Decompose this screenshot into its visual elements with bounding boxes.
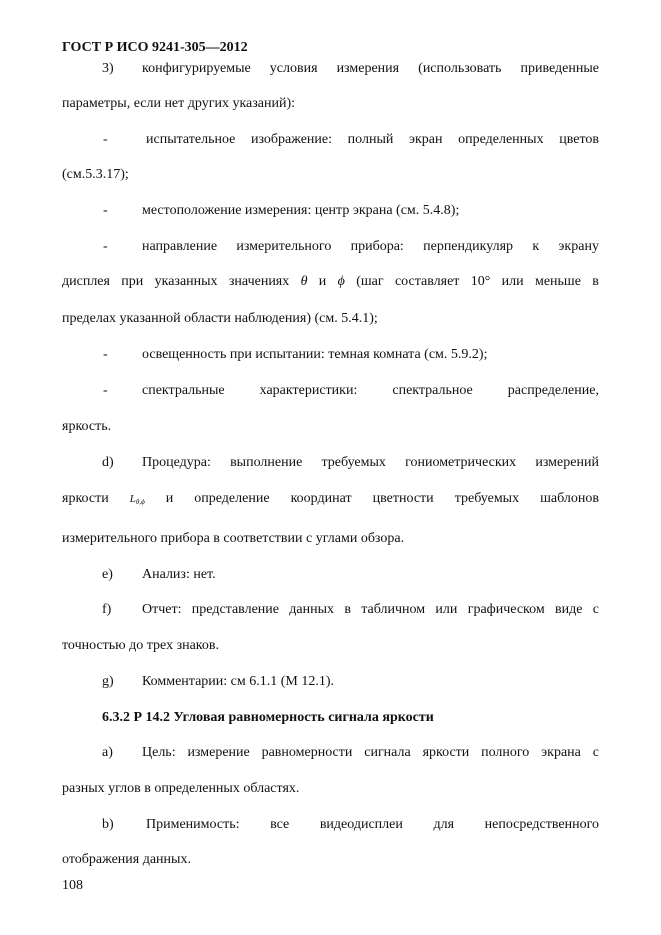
justified-line bbox=[146, 131, 599, 149]
justified-line bbox=[142, 454, 599, 472]
item-marker: b) bbox=[102, 817, 114, 832]
word: Процедура: bbox=[142, 455, 211, 470]
item-marker: a) bbox=[102, 745, 113, 760]
word: измерительного bbox=[236, 239, 332, 254]
word: измерение bbox=[187, 745, 250, 760]
word: Применимость: bbox=[146, 817, 240, 832]
bullet-marker: - bbox=[103, 239, 108, 254]
word: Отчет: bbox=[142, 602, 182, 617]
word: видеодисплеи bbox=[319, 817, 403, 832]
word: требуемых bbox=[454, 491, 520, 506]
item-marker: f) bbox=[102, 602, 112, 617]
word: все bbox=[270, 817, 290, 832]
word: в bbox=[344, 602, 351, 617]
word: при bbox=[121, 274, 144, 289]
word: полного bbox=[481, 745, 530, 760]
word: указанных bbox=[154, 274, 218, 289]
word: экран bbox=[408, 132, 443, 147]
word: непосредственного bbox=[484, 817, 599, 832]
word: в bbox=[592, 274, 599, 289]
word: шаблонов bbox=[540, 491, 599, 506]
theta-symbol: θ bbox=[300, 274, 308, 289]
word: условия bbox=[269, 61, 318, 76]
section-heading: 6.3.2 Р 14.2 Угловая равномерность сигнала яркости bbox=[102, 710, 434, 725]
word: полный bbox=[347, 132, 394, 147]
paragraph-line: точностью до трех знаков. bbox=[62, 638, 220, 653]
paragraph-line: освещенность при испытании: темная комната (см. 5.9.2); bbox=[142, 347, 488, 362]
word: и bbox=[165, 491, 174, 506]
document-header: ГОСТ Р ИСО 9241-305—2012 bbox=[62, 40, 248, 55]
word: (использовать bbox=[418, 61, 502, 76]
word: Цель: bbox=[142, 745, 176, 760]
word: определенных bbox=[458, 132, 544, 147]
word: дисплея bbox=[62, 274, 110, 289]
word: меньше bbox=[534, 274, 581, 289]
item-marker: g) bbox=[102, 674, 114, 689]
word: спектральное bbox=[392, 383, 473, 398]
word: характеристики: bbox=[259, 383, 358, 398]
item-marker: 3) bbox=[102, 61, 114, 76]
word: равномерности bbox=[261, 745, 353, 760]
bullet-marker: - bbox=[103, 203, 108, 218]
word: значениях bbox=[228, 274, 290, 289]
phi-symbol: ϕ bbox=[337, 274, 345, 289]
page-number: 108 bbox=[62, 878, 83, 893]
justified-line bbox=[62, 490, 599, 511]
word: направление bbox=[142, 239, 218, 254]
word: измерений bbox=[535, 455, 599, 470]
word: с bbox=[592, 602, 599, 617]
paragraph-line: яркость. bbox=[62, 419, 112, 434]
item-marker: e) bbox=[102, 567, 113, 582]
paragraph-line: Комментарии: см 6.1.1 (М 12.1). bbox=[142, 674, 335, 689]
word: или bbox=[501, 274, 524, 289]
word: виде bbox=[555, 602, 583, 617]
word: определение bbox=[194, 491, 270, 506]
paragraph-line: разных углов в определенных областях. bbox=[62, 781, 300, 796]
luminance-subscript: θ,ϕ bbox=[135, 498, 145, 506]
word: перпендикуляр bbox=[423, 239, 514, 254]
justified-line bbox=[142, 744, 599, 762]
word: сигнала bbox=[364, 745, 411, 760]
word: координат bbox=[290, 491, 352, 506]
bullet-marker: - bbox=[103, 132, 108, 147]
word: выполнение bbox=[230, 455, 303, 470]
item-marker: d) bbox=[102, 455, 114, 470]
word: измерения bbox=[336, 61, 400, 76]
word: требуемых bbox=[321, 455, 386, 470]
justified-line bbox=[62, 273, 599, 291]
luminance-symbol bbox=[130, 490, 145, 511]
paragraph-line: измерительного прибора в соответствии с углами обзора. bbox=[62, 531, 405, 546]
word: испытательное bbox=[146, 132, 236, 147]
paragraph-line: отображения данных. bbox=[62, 852, 191, 867]
word: экрану bbox=[558, 239, 599, 254]
justified-line bbox=[146, 816, 599, 834]
luminance-letter: L bbox=[129, 493, 136, 505]
paragraph-line: параметры, если нет других указаний): bbox=[62, 96, 296, 111]
justified-line bbox=[142, 601, 599, 619]
word: яркости bbox=[62, 491, 109, 506]
word: цветов bbox=[559, 132, 599, 147]
word: к bbox=[532, 239, 540, 254]
paragraph-line: Анализ: нет. bbox=[142, 567, 216, 582]
word: или bbox=[435, 602, 458, 617]
word: составляет bbox=[394, 274, 460, 289]
word: для bbox=[433, 817, 455, 832]
word: табличном bbox=[361, 602, 426, 617]
bullet-marker: - bbox=[103, 383, 108, 398]
word: (шаг bbox=[356, 274, 384, 289]
justified-line bbox=[142, 238, 599, 256]
word: спектральные bbox=[142, 383, 225, 398]
word: конфигурируемые bbox=[142, 61, 251, 76]
word: цветности bbox=[372, 491, 434, 506]
word: экрана bbox=[541, 745, 581, 760]
paragraph-line: местоположение измерения: центр экрана (см. 5.4.8); bbox=[142, 203, 460, 218]
paragraph-line: (см.5.3.17); bbox=[62, 167, 129, 182]
word: графическом bbox=[467, 602, 545, 617]
word: представление bbox=[191, 602, 279, 617]
word: яркости bbox=[422, 745, 470, 760]
word: 10° bbox=[470, 274, 491, 289]
word: прибора: bbox=[350, 239, 404, 254]
justified-line bbox=[142, 382, 599, 400]
word: с bbox=[592, 745, 599, 760]
word: приведенные bbox=[520, 61, 599, 76]
word: данных bbox=[289, 602, 335, 617]
word: гониометрических bbox=[405, 455, 517, 470]
justified-line bbox=[142, 60, 599, 78]
word: изображение: bbox=[250, 132, 333, 147]
bullet-marker: - bbox=[103, 347, 108, 362]
paragraph-line: пределах указанной области наблюдения) (см. 5.4.1); bbox=[62, 311, 378, 326]
word: распределение, bbox=[507, 383, 599, 398]
word: и bbox=[318, 274, 327, 289]
